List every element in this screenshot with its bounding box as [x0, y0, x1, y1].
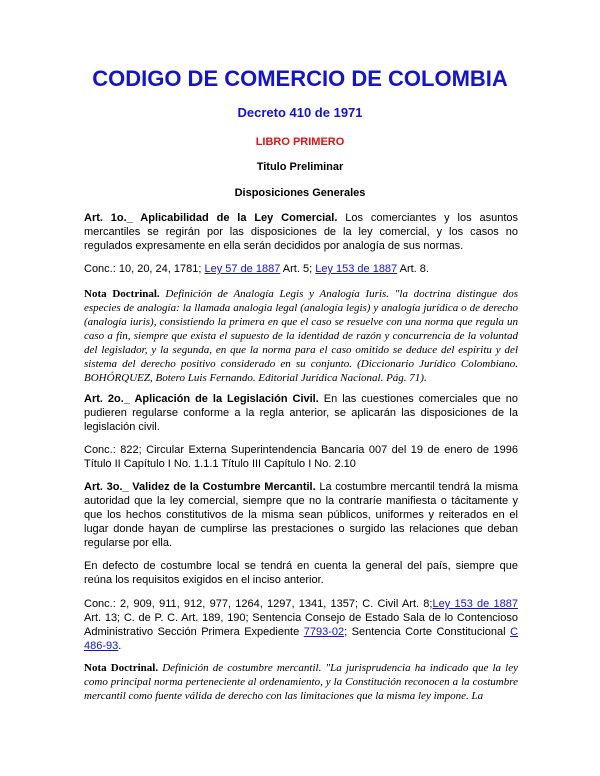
- doctrinal-note-text: Definición de Analogía Legis y Analogía Iuris. "la doctrina distingue dos especies de analogía: la llamada analogia legal (analogía legis) y analogía jurídica o de derecho (analogía iuris), consistiendo la primera en que el caso se resuelve con una norma que regula un caso a fin, siempre que exista el supuesto de la identidad de razón y concurrencia de la voluntad del legislador, y la segunda, en que la norma para el caso omitido se deduce del espíritu y del sistema del derecho positivo considerado en su conjunto. (Diccionario Jurídico Colombiano. BOHÓRQUEZ, Botero Luis Fernando. Editorial Jurídica Nacional. Pág. 71).: [84, 288, 518, 384]
- article-1-concordances: [84, 262, 518, 276]
- article-3-heading: Art. 3o._ Validez de la Costumbre Mercantil.: [84, 481, 316, 493]
- document-title: CODIGO DE COMERCIO DE COLOMBIA: [92, 66, 508, 91]
- link-ley-57-1887[interactable]: Ley 57 de 1887: [204, 263, 281, 275]
- doctrinal-note-label-3: Nota Doctrinal.: [84, 662, 159, 674]
- title-heading: Titulo Preliminar: [256, 161, 344, 173]
- article-1-conc-mid: Art. 5;: [280, 263, 316, 275]
- article-3-default-custom: En defecto de costumbre local se tendrá en cuenta la general del país, siempre que reúna los requisitos exigidos en el inciso anterior.: [84, 560, 518, 586]
- article-2-concordances: Conc.: 822; Circular Externa Superintendencia Bancaria 007 del 19 de enero de 1996 Título II Capítulo I No. 1.1.1 Título III Capítulo I No. 2.10: [84, 444, 518, 470]
- article-2-text: En las cuestiones comerciales que no pudieren regularse conforme a la regla anterior, se aplicarán las disposiciones de la legislación civil.: [84, 393, 518, 433]
- article-3-conc-mid2: ; Sentencia Corte Constitucional: [344, 626, 511, 638]
- article-3: [84, 480, 518, 550]
- article-1-conc-end: Art. 8.: [397, 263, 429, 275]
- book-heading: LIBRO PRIMERO: [255, 136, 345, 148]
- link-ley-153-1887-art3[interactable]: Ley 153 de 1887: [432, 598, 519, 610]
- article-3-text: La costumbre mercantil tendrá la misma autoridad que la ley comercial, siempre que no la contraríe manifiesta o tácitamente y que los hechos constitutivos de la misma sean públicos, uniformes y reiterados en el lugar donde hayan de cumplirse las prestaciones o surgido las relaciones que deban regularse por ella.: [84, 481, 519, 549]
- article-3-conc-prefix: Conc.: 2, 909, 911, 912, 977, 1264, 1297, 1341, 1357; C. Civil Art. 8;: [84, 598, 433, 610]
- section-heading: Disposiciones Generales: [234, 187, 366, 199]
- doctrinal-note-text-3: Definición de costumbre mercantil. "La jurisprudencia ha indicado que la ley como principal norma perteneciente al ordenamiento, y la Constitución reconocen a la costumbre mercantil como fuente válida de derecho con las limitaciones que la misma ley impone. La: [84, 662, 518, 702]
- article-1-conc-prefix: Conc.: 10, 20, 24, 1781;: [84, 263, 205, 275]
- article-3-conc-end: .: [118, 640, 122, 652]
- doctrinal-note-label: Nota Doctrinal.: [84, 288, 160, 300]
- article-1-text: Los comerciantes y los asuntos mercantiles se regirán por las disposiciones de la ley comercial, y los casos no regulados expresamente en ella serán decididos por analogía de sus normas.: [84, 212, 518, 252]
- article-1: [84, 211, 518, 253]
- article-1-heading: Art. 1o._ Aplicabilidad de la Ley Comercial.: [84, 212, 338, 224]
- link-c-486-93[interactable]: C 486-93: [84, 626, 519, 652]
- article-3-doctrinal-note: [84, 661, 518, 703]
- article-3-concordances: [84, 597, 518, 653]
- article-2-heading: Art. 2o._ Aplicación de la Legislación Civil.: [84, 393, 319, 405]
- article-2: [84, 392, 518, 434]
- decree-subtitle: Decreto 410 de 1971: [237, 105, 363, 120]
- link-expediente-7793-02[interactable]: 7793-02: [303, 626, 345, 638]
- article-1-doctrinal-note: [84, 287, 518, 385]
- link-ley-153-1887[interactable]: Ley 153 de 1887: [315, 263, 398, 275]
- article-3-conc-mid1: Art. 13; C. de P. C. Art. 189, 190; Sentencia Consejo de Estado Sala de lo Contencioso Administrativo Sección Primera Expediente: [84, 612, 518, 638]
